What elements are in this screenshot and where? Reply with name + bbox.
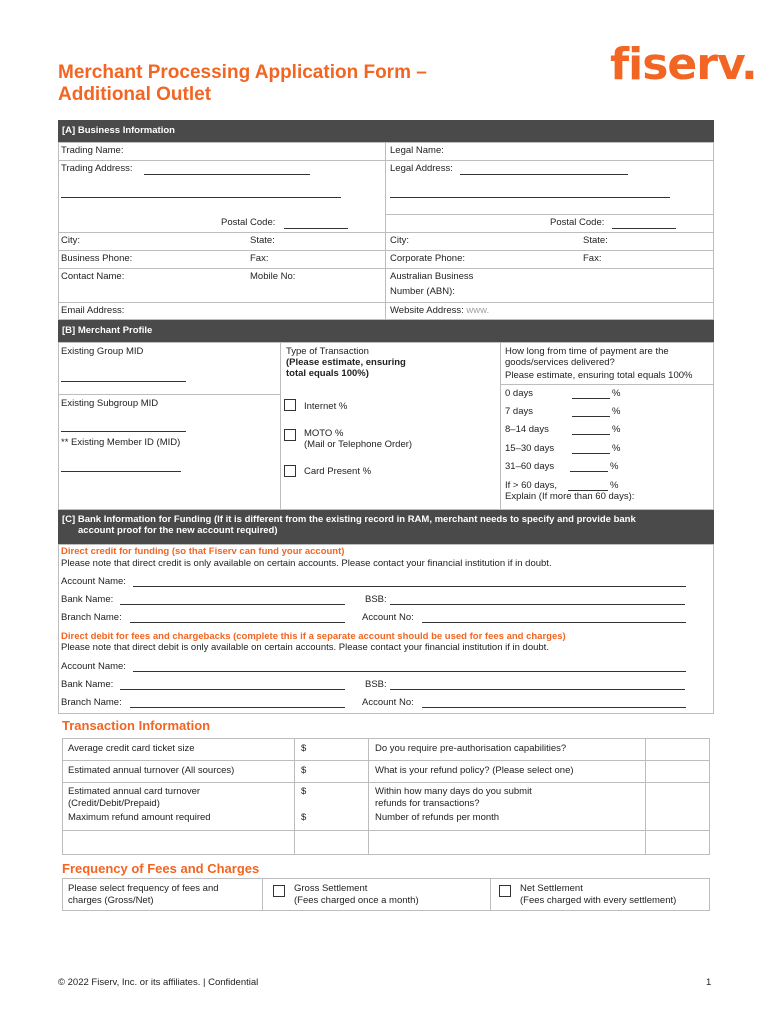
debit-bank-name-label: Bank Name: xyxy=(61,679,114,690)
internet-checkbox[interactable] xyxy=(284,399,296,411)
annual-turnover-label: Estimated annual turnover (All sources) xyxy=(68,765,235,776)
refund-days-question-line-1: Within how many days do you submit xyxy=(375,786,532,797)
title-line-1: Merchant Processing Application Form – xyxy=(58,62,427,83)
legal-name-label: Legal Name: xyxy=(390,145,444,156)
section-a-box xyxy=(58,142,714,320)
section-c-heading-line-2: account proof for the new account required) xyxy=(78,525,278,536)
debit-branch-name-field[interactable] xyxy=(130,707,345,708)
website-placeholder: www. xyxy=(466,305,490,316)
corporate-phone-label: Corporate Phone: xyxy=(390,253,465,264)
moto-label-line-2: (Mail or Telephone Order) xyxy=(304,439,413,450)
contact-name-label: Contact Name: xyxy=(61,271,125,282)
preauth-question: Do you require pre-authorisation capabilities? xyxy=(375,743,567,754)
business-phone-label: Business Phone: xyxy=(61,253,133,264)
days-0-label: 0 days xyxy=(505,388,533,399)
debit-bsb-label: BSB: xyxy=(365,679,387,690)
days-31-60-field[interactable] xyxy=(570,471,608,472)
page-title xyxy=(58,62,427,106)
days-0-field[interactable] xyxy=(572,398,610,399)
fees-heading: Frequency of Fees and Charges xyxy=(62,861,260,876)
credit-branch-name-field[interactable] xyxy=(130,622,345,623)
footer-copyright: © 2022 Fiserv, Inc. or its affiliates. | Confidential xyxy=(58,977,259,988)
debit-bank-name-field[interactable] xyxy=(120,689,345,690)
fees-prompt-line-1: Please select frequency of fees and xyxy=(68,883,219,894)
credit-bank-name-field[interactable] xyxy=(120,604,345,605)
moto-checkbox[interactable] xyxy=(284,429,296,441)
days-8-14-unit: % xyxy=(612,424,621,435)
legal-address-line-2[interactable] xyxy=(390,197,670,198)
credit-account-name-field[interactable] xyxy=(133,586,686,587)
existing-subgroup-mid-field[interactable] xyxy=(61,431,186,432)
over-60-days-label: If > 60 days, xyxy=(505,480,558,491)
over-60-explain-label: Explain (If more than 60 days): xyxy=(505,491,635,502)
direct-debit-note: Please note that direct debit is only available on certain accounts. Please contact your financial institution if in doubt. xyxy=(61,642,549,653)
credit-bsb-field[interactable] xyxy=(390,604,685,605)
gross-settlement-note: (Fees charged once a month) xyxy=(294,895,419,906)
max-refund-currency[interactable]: $ xyxy=(301,812,307,823)
debit-account-no-field[interactable] xyxy=(422,707,686,708)
days-31-60-label: 31–60 days xyxy=(505,461,555,472)
transaction-info-heading: Transaction Information xyxy=(62,718,211,733)
title-line-2: Additional Outlet xyxy=(58,84,212,105)
credit-bsb-label: BSB: xyxy=(365,594,387,605)
section-c-heading-line-1: [C] Bank Information for Funding (If it is different from the existing record in RAM, merchant needs to specify and provide bank xyxy=(62,514,636,525)
postal-code-left-field[interactable] xyxy=(284,228,348,229)
existing-member-id-field[interactable] xyxy=(61,471,181,472)
trading-address-label: Trading Address: xyxy=(61,163,133,174)
card-turnover-label-line-2: (Credit/Debit/Prepaid) xyxy=(68,798,160,809)
days-15-30-field[interactable] xyxy=(572,453,610,454)
card-turnover-currency[interactable]: $ xyxy=(301,786,307,797)
trading-address-line-2[interactable] xyxy=(61,197,341,198)
avg-ticket-currency[interactable]: $ xyxy=(301,743,307,754)
type-of-transaction-label: Type of Transaction xyxy=(286,346,369,357)
estimate-note-line-1: (Please estimate, ensuring xyxy=(286,357,406,368)
max-refund-label: Maximum refund amount required xyxy=(68,812,211,823)
abn-label-line-1: Australian Business xyxy=(390,271,474,282)
email-address-label: Email Address: xyxy=(61,305,125,316)
credit-account-no-label: Account No: xyxy=(362,612,414,623)
gross-settlement-label: Gross Settlement xyxy=(294,883,368,894)
days-31-60-unit: % xyxy=(610,461,619,472)
trading-name-label: Trading Name: xyxy=(61,145,124,156)
estimate-note-line-2: total equals 100%) xyxy=(286,368,369,379)
moto-label-line-1: MOTO % xyxy=(304,428,344,439)
fax-right-label: Fax: xyxy=(583,253,602,264)
credit-branch-name-label: Branch Name: xyxy=(61,612,122,623)
direct-credit-note: Please note that direct credit is only available on certain accounts. Please contact your financial institution if in doubt. xyxy=(61,558,552,569)
direct-credit-title: Direct credit for funding (so that Fiserv can fund your account) xyxy=(61,546,345,557)
legal-address-label: Legal Address: xyxy=(390,163,453,174)
existing-member-id-label: ** Existing Member ID (MID) xyxy=(61,437,181,448)
abn-label-line-2: Number (ABN): xyxy=(390,286,455,297)
city-right-label: City: xyxy=(390,235,409,246)
annual-turnover-currency[interactable]: $ xyxy=(301,765,307,776)
trading-address-field[interactable] xyxy=(144,174,310,175)
page-number: 1 xyxy=(706,977,712,988)
state-right-label: State: xyxy=(583,235,608,246)
existing-subgroup-mid-label: Existing Subgroup MID xyxy=(61,398,159,409)
section-b-heading: [B] Merchant Profile xyxy=(58,320,714,342)
delivery-question-line-3: Please estimate, ensuring total equals 100% xyxy=(505,370,693,381)
website-address-label: Website Address: www. xyxy=(390,305,490,316)
refund-count-question: Number of refunds per month xyxy=(375,812,500,823)
card-present-label: Card Present % xyxy=(304,466,372,477)
card-present-checkbox[interactable] xyxy=(284,465,296,477)
days-15-30-label: 15–30 days xyxy=(505,443,555,454)
section-a-heading: [A] Business Information xyxy=(58,120,714,142)
legal-address-field[interactable] xyxy=(460,174,628,175)
mobile-no-label: Mobile No: xyxy=(250,271,296,282)
gross-settlement-checkbox[interactable] xyxy=(273,885,285,897)
direct-debit-title: Direct debit for fees and chargebacks (complete this if a separate account should be used for fees and charges) xyxy=(61,631,566,642)
net-settlement-checkbox[interactable] xyxy=(499,885,511,897)
refund-policy-question: What is your refund policy? (Please select one) xyxy=(375,765,574,776)
card-turnover-label-line-1: Estimated annual card turnover xyxy=(68,786,201,797)
fax-left-label: Fax: xyxy=(250,253,269,264)
debit-bsb-field[interactable] xyxy=(390,689,685,690)
days-0-unit: % xyxy=(612,388,621,399)
days-8-14-label: 8–14 days xyxy=(505,424,549,435)
days-7-unit: % xyxy=(612,406,621,417)
debit-account-name-label: Account Name: xyxy=(61,661,126,672)
state-left-label: State: xyxy=(250,235,275,246)
fees-prompt-line-2: charges (Gross/Net) xyxy=(68,895,154,906)
postal-code-right-label: Postal Code: xyxy=(550,217,605,228)
debit-account-no-label: Account No: xyxy=(362,697,414,708)
days-7-field[interactable] xyxy=(572,416,610,417)
existing-group-mid-label: Existing Group MID xyxy=(61,346,144,357)
credit-bank-name-label: Bank Name: xyxy=(61,594,114,605)
fiserv-logo: fiserv. xyxy=(610,39,757,90)
days-15-30-unit: % xyxy=(612,443,621,454)
postal-code-right-field[interactable] xyxy=(612,228,676,229)
days-7-label: 7 days xyxy=(505,406,533,417)
internet-label: Internet % xyxy=(304,401,348,412)
delivery-question-line-2: goods/services delivered? xyxy=(505,357,615,368)
debit-branch-name-label: Branch Name: xyxy=(61,697,122,708)
debit-account-name-field[interactable] xyxy=(133,671,686,672)
credit-account-no-field[interactable] xyxy=(422,622,686,623)
net-settlement-label: Net Settlement xyxy=(520,883,583,894)
delivery-question-line-1: How long from time of payment are the xyxy=(505,346,669,357)
refund-days-question-line-2: refunds for transactions? xyxy=(375,798,480,809)
net-settlement-note: (Fees charged with every settlement) xyxy=(520,895,677,906)
city-left-label: City: xyxy=(61,235,80,246)
days-8-14-field[interactable] xyxy=(572,434,610,435)
credit-account-name-label: Account Name: xyxy=(61,576,126,587)
over-60-days-unit: % xyxy=(610,480,619,491)
section-c-heading xyxy=(58,510,714,544)
postal-code-left-label: Postal Code: xyxy=(221,217,276,228)
avg-ticket-label: Average credit card ticket size xyxy=(68,743,195,754)
existing-group-mid-field[interactable] xyxy=(61,381,186,382)
